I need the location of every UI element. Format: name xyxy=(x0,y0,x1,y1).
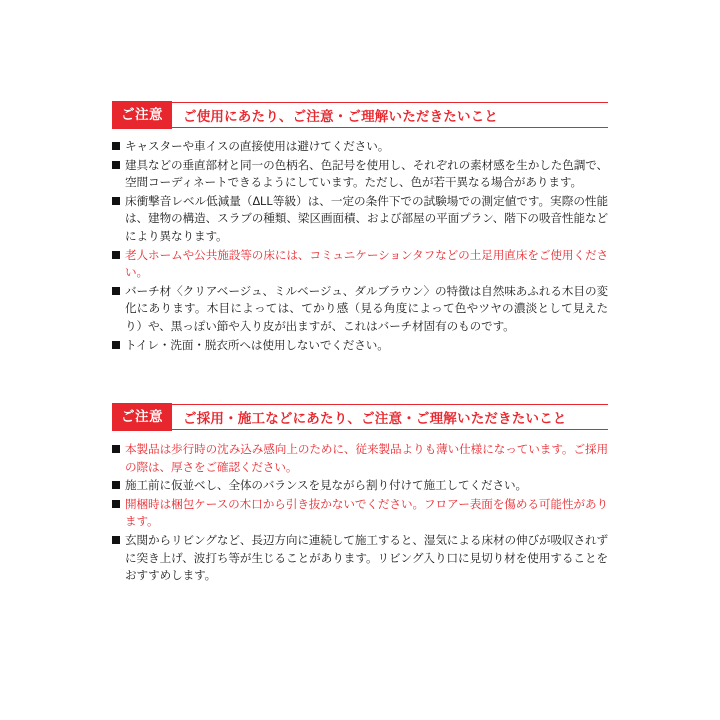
notice-item xyxy=(112,138,608,156)
square-bullet-icon xyxy=(112,481,120,489)
notice-item xyxy=(112,157,608,192)
section-header xyxy=(112,404,608,430)
section-header xyxy=(112,102,608,128)
notice-item-text: 施工前に仮並べし、全体のバランスを見ながら割り付けて施工してください。 xyxy=(125,479,527,493)
notice-list xyxy=(112,138,608,354)
notice-item xyxy=(112,337,608,355)
square-bullet-icon xyxy=(112,197,120,205)
notice-item-text: 開梱時は梱包ケースの木口から引き抜かないでください。フロアー表面を傷める可能性があります。 xyxy=(125,497,608,529)
notice-item-text: トイレ・洗面・脱衣所へは使用しないでください。 xyxy=(125,338,389,352)
square-bullet-icon xyxy=(112,251,120,259)
notice-badge: ご注意 xyxy=(112,403,172,430)
notice-item-text: 建具などの垂直部材と同一の色柄名、色記号を使用し、それぞれの素材感を生かした色調で、空間コーディネートできるようにしています。ただし、色が若干異なる場合があります。 xyxy=(125,158,608,190)
square-bullet-icon xyxy=(112,445,120,453)
square-bullet-icon xyxy=(112,161,120,169)
notice-badge: ご注意 xyxy=(112,101,172,128)
notice-item xyxy=(112,247,608,282)
notice-section-usage xyxy=(112,102,608,355)
square-bullet-icon xyxy=(112,287,120,295)
notice-item xyxy=(112,532,608,585)
square-bullet-icon xyxy=(112,500,120,508)
notice-item-text: 老人ホームや公共施設等の床には、コミュニケーションタフなどの土足用直床をご使用ください。 xyxy=(125,248,608,280)
notice-item xyxy=(112,496,608,531)
notice-item xyxy=(112,283,608,336)
section-title: ご採用・施工などにあたり、ご注意・ご理解いただきたいこと xyxy=(183,411,567,426)
notice-item xyxy=(112,441,608,476)
square-bullet-icon xyxy=(112,536,120,544)
notice-list xyxy=(112,441,608,585)
notice-section-installation xyxy=(112,404,608,586)
notice-item-text: キャスターや車イスの直接使用は避けてください。 xyxy=(125,140,390,153)
notice-item-text: 玄関からリビングなど、長辺方向に連続して施工すると、湿気による床材の伸びが吸収されずに突き上げ、波打ち等が生じることがあります。リビング入り口に見切り材を使用することをおすすめします。 xyxy=(125,533,608,583)
notice-item-text: 床衝撃音レベル低減量（ΔLL等級）は、一定の条件下での試験場での測定値です。実際の性能は、建物の構造、スラブの種類、梁区画面積、および部屋の平面プラン、階下の吸音性能などにより異なります。 xyxy=(125,194,608,243)
notice-item xyxy=(112,477,608,495)
square-bullet-icon xyxy=(112,142,120,150)
notice-item-text: バーチ材〈クリアベージュ、ミルベージュ、ダルブラウン〉の特徴は自然味あふれる木目の変化にあります。木目によっては、てかり感（見る角度によって色やツヤの濃淡として見えたり）や、黒っぽい節や入り皮が出ますが、これはバーチ材固有のものです。 xyxy=(125,284,608,333)
square-bullet-icon xyxy=(112,341,120,349)
notice-item-text: 本製品は歩行時の沈み込み感向上のために、従来製品よりも薄い仕様になっています。ご採用の際は、厚さをご確認ください。 xyxy=(125,443,608,474)
section-title: ご使用にあたり、ご注意・ご理解いただきたいこと xyxy=(183,109,499,124)
notice-item xyxy=(112,193,608,246)
